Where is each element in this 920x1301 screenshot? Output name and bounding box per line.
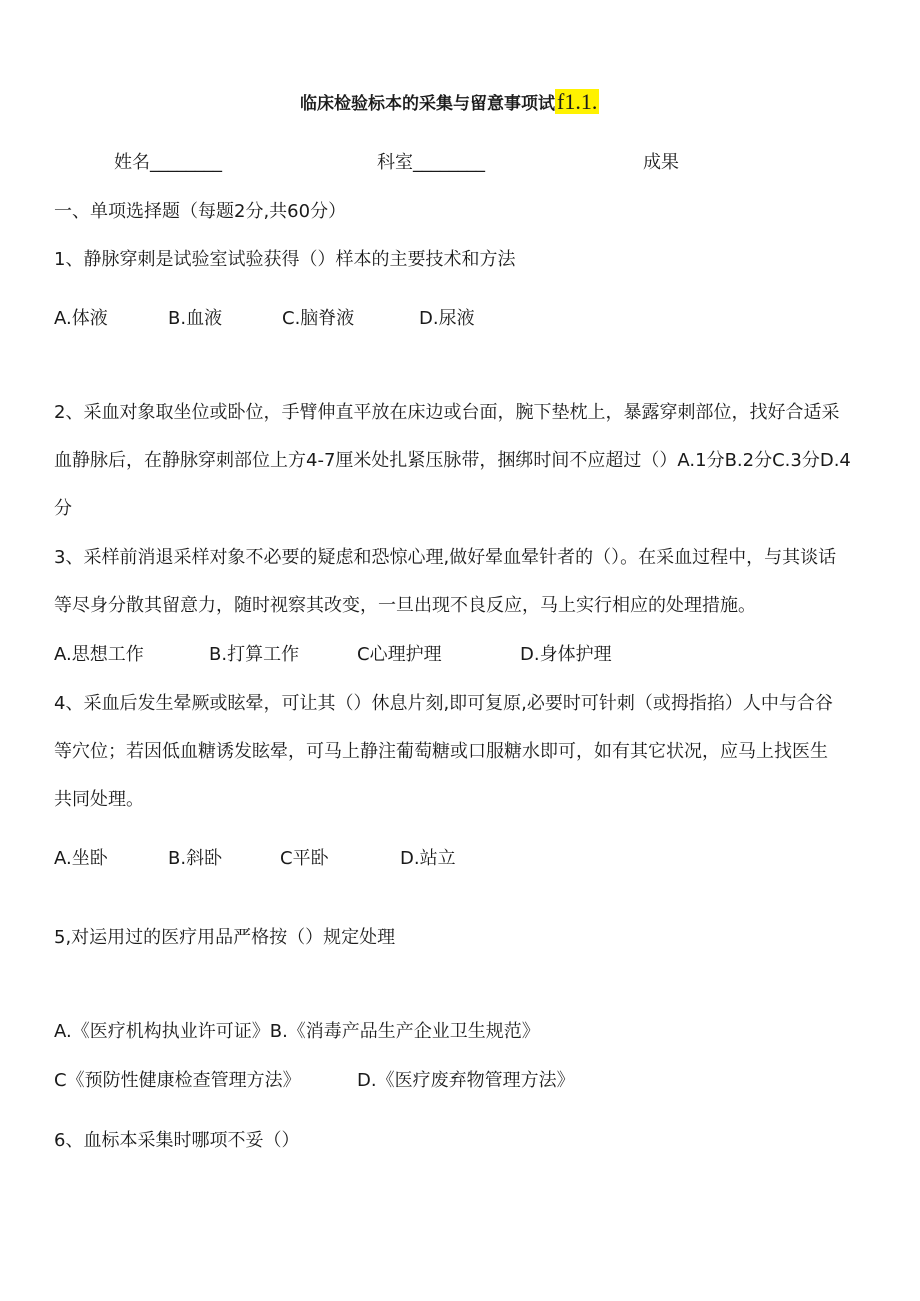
department-field-label: 科室________ <box>377 152 485 173</box>
question-2-line-2: 血静脉后，在静脉穿刺部位上方4-7厘米处扎紧压脉带，捆绑时间不应超过（）A.1分B.2分C.3分D.4 <box>54 450 851 471</box>
question-4-option-c: C平卧 <box>280 848 329 869</box>
question-3-option-b: B.打算工作 <box>209 644 300 665</box>
question-2-line-1: 2、采血对象取坐位或卧位，手臂伸直平放在床边或台面，腕下垫枕上，暴露穿刺部位，找好合适采 <box>54 402 840 423</box>
question-6-stem: 6、血标本采集时哪项不妥（） <box>54 1130 300 1151</box>
question-4-line-1: 4、采血后发生晕厥或眩晕，可让其（）休息片刻,即可复原,必要时可针刺（或拇指掐）人中与合谷 <box>54 693 833 714</box>
question-1-option-b: B.血液 <box>168 308 223 329</box>
question-3-option-d: D.身体护理 <box>520 644 612 665</box>
question-3-option-a: A.思想工作 <box>54 644 144 665</box>
question-3-option-c: C心理护理 <box>357 644 442 665</box>
question-4-option-a: A.坐卧 <box>54 848 108 869</box>
question-4-line-3: 共同处理。 <box>54 789 144 810</box>
title-text: 临床检验标本的采集与留意事项试 <box>300 94 555 114</box>
question-5-stem: 5,对运用过的医疗用品严格按（）规定处理 <box>54 927 396 948</box>
question-3-line-2: 等尽身分散其留意力，随时视察其改变，一旦出现不良反应，马上实行相应的处理措施。 <box>54 595 756 616</box>
document-title <box>300 90 599 116</box>
question-4-option-d: D.站立 <box>400 848 456 869</box>
question-1-option-c: C.脑脊液 <box>282 308 355 329</box>
question-5-option-d: D.《医疗废弃物管理方法》 <box>357 1070 575 1091</box>
section-heading: 一、单项选择题（每题2分,共60分） <box>54 201 347 222</box>
question-1-option-a: A.体液 <box>54 308 108 329</box>
question-1-option-d: D.尿液 <box>419 308 475 329</box>
question-4-line-2: 等穴位；若因低血糖诱发眩晕，可马上静注葡萄糖或口服糖水即可，如有其它状况，应马上找医生 <box>54 741 828 762</box>
question-5-options-ab: A.《医疗机构执业许可证》B.《消毒产品生产企业卫生规范》 <box>54 1021 540 1042</box>
question-2-line-3: 分 <box>54 498 72 519</box>
score-field-label: 成果 <box>643 152 679 173</box>
question-5-option-c: C《预防性健康检查管理方法》 <box>54 1070 301 1091</box>
title-highlight: f1.1. <box>557 89 598 114</box>
question-1-stem: 1、静脉穿刺是试验室试验获得（）样本的主要技术和方法 <box>54 249 516 270</box>
question-3-line-1: 3、采样前消退采样对象不必要的疑虑和恐惊心理,做好晕血晕针者的（）。在采血过程中，与其谈话 <box>54 547 837 568</box>
name-field-label: 姓名________ <box>114 152 222 173</box>
question-4-option-b: B.斜卧 <box>168 848 223 869</box>
